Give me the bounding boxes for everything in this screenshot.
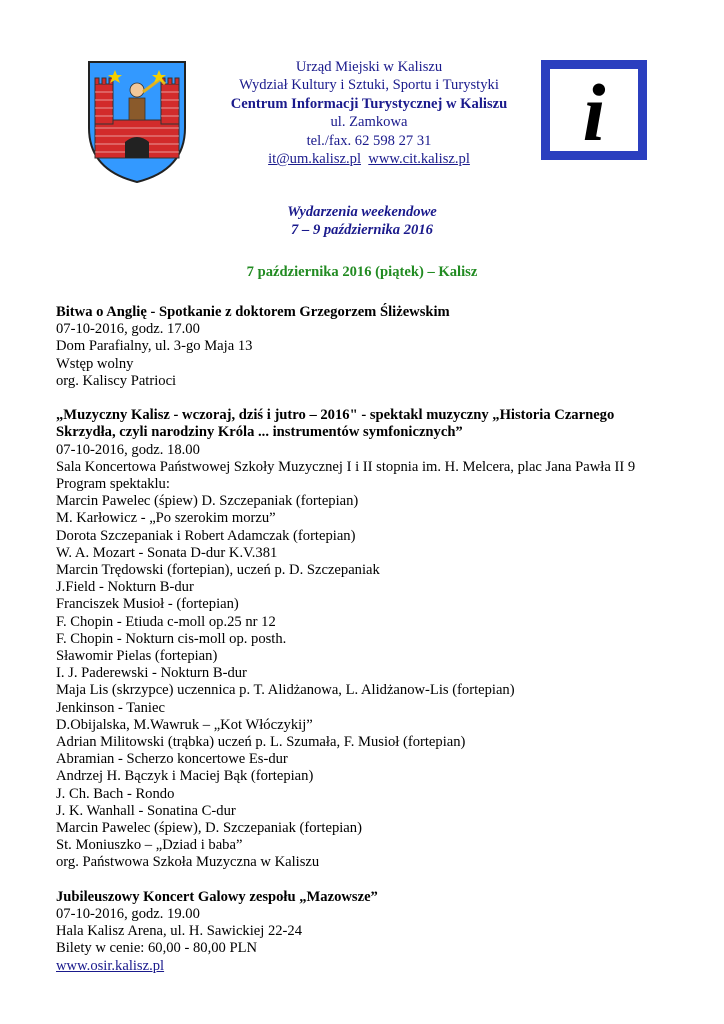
day-header: 7 października 2016 (piątek) – Kalisz [246, 264, 478, 280]
event-line: Dom Parafialny, ul. 3-go Maja 13 [56, 338, 253, 355]
kalisz-coat-of-arms-logo [85, 58, 189, 184]
info-letter-icon: i [582, 67, 606, 158]
event-title-line-2: Skrzydła, czyli narodziny Króla ... instrumentów symfonicznych” [56, 424, 463, 441]
event-line: Hala Kalisz Arena, ul. H. Sawickiej 22-24 [56, 923, 302, 940]
event-line: Franciszek Musioł - (fortepian) [56, 596, 239, 613]
event-line: 07-10-2016, godz. 19.00 [56, 906, 200, 923]
event-website-link[interactable]: www.osir.kalisz.pl [56, 957, 165, 974]
event-line: Jenkinson - Taniec [56, 699, 165, 716]
event-line: St. Moniuszko – „Dziad i baba” [56, 837, 243, 854]
header-department: Wydział Kultury i Sztuki, Sportu i Turystyki [239, 77, 499, 94]
event-line: Dorota Szczepaniak i Robert Adamczak (fortepian) [56, 527, 356, 544]
event-line: D.Obijalska, M.Wawruk – „Kot Włóczykij” [56, 716, 313, 733]
event-line: Marcin Trędowski (fortepian), uczeń p. D. Szczepaniak [56, 562, 380, 579]
tourist-info-logo [541, 60, 647, 160]
event-line: Andrzej H. Bączyk i Maciej Bąk (fortepian) [56, 768, 314, 785]
event-line: 07-10-2016, godz. 18.00 [56, 441, 200, 458]
event-line: Sławomir Pielas (fortepian) [56, 648, 218, 665]
event-line: Adrian Militowski (trąbka) uczeń p. L. Szumała, F. Musioł (fortepian) [56, 734, 466, 751]
header-block [200, 58, 538, 168]
event-3 [56, 889, 696, 975]
event-line: Program spektaklu: [56, 476, 170, 493]
event-line: org. Państwowa Szkoła Muzyczna w Kaliszu [56, 854, 320, 871]
event-1 [56, 304, 696, 390]
event-line: M. Karłowicz - „Po szerokim morzu” [56, 510, 276, 527]
event-line: J. K. Wanhall - Sonatina C-dur [56, 802, 236, 819]
event-line: W. A. Mozart - Sonata D-dur K.V.381 [56, 544, 278, 561]
title-line-2: 7 – 9 października 2016 [291, 222, 433, 239]
header-phone: tel./fax. 62 598 27 31 [306, 132, 432, 149]
title-line-1: Wydarzenia weekendowe [287, 204, 437, 220]
event-line: org. Kaliscy Patrioci [56, 372, 177, 389]
event-line: Marcin Pawelec (śpiew) D. Szczepaniak (fortepian) [56, 493, 359, 510]
event-title: Bitwa o Anglię - Spotkanie z doktorem Grzegorzem Śliżewskim [56, 304, 450, 320]
events-list [56, 304, 696, 992]
header-street: ul. Zamkowa [330, 114, 408, 131]
event-line: Abramian - Scherzo koncertowe Es-dur [56, 751, 288, 768]
header-links [200, 150, 538, 168]
event-title-line-1: „Muzyczny Kalisz - wczoraj, dziś i jutro – 2016" - spektakl muzyczny „Historia Czarnego [56, 407, 615, 424]
document-title [0, 203, 724, 240]
event-2 [56, 407, 696, 871]
event-line: Bilety w cenie: 60,00 - 80,00 PLN [56, 940, 258, 957]
event-line: Sala Koncertowa Państwowej Szkoły Muzycznej I i II stopnia im. H. Melcera, plac Jana Pawła II 9 [56, 458, 636, 475]
email-link[interactable]: it@um.kalisz.pl [268, 151, 361, 168]
website-link[interactable]: www.cit.kalisz.pl [368, 151, 470, 168]
event-line: Marcin Pawelec (śpiew), D. Szczepaniak (fortepian) [56, 820, 362, 837]
header-office: Urząd Miejski w Kaliszu [295, 59, 443, 75]
event-line: J.Field - Nokturn B-dur [56, 579, 194, 596]
event-line: J. Ch. Bach - Rondo [56, 785, 175, 802]
event-line: F. Chopin - Etiuda c-moll op.25 nr 12 [56, 613, 276, 630]
event-line: 07-10-2016, godz. 17.00 [56, 321, 200, 338]
header-center-name: Centrum Informacji Turystycznej w Kaliszu [230, 95, 508, 112]
event-title: Jubileuszowy Koncert Galowy zespołu „Mazowsze” [56, 888, 378, 905]
event-line: Wstęp wolny [56, 355, 134, 372]
event-line: Maja Lis (skrzypce) uczennica p. T. Alidżanowa, L. Alidżanow-Lis (fortepian) [56, 682, 515, 699]
event-line: I. J. Paderewski - Nokturn B-dur [56, 665, 247, 682]
event-line: F. Chopin - Nokturn cis-moll op. posth. [56, 630, 287, 647]
